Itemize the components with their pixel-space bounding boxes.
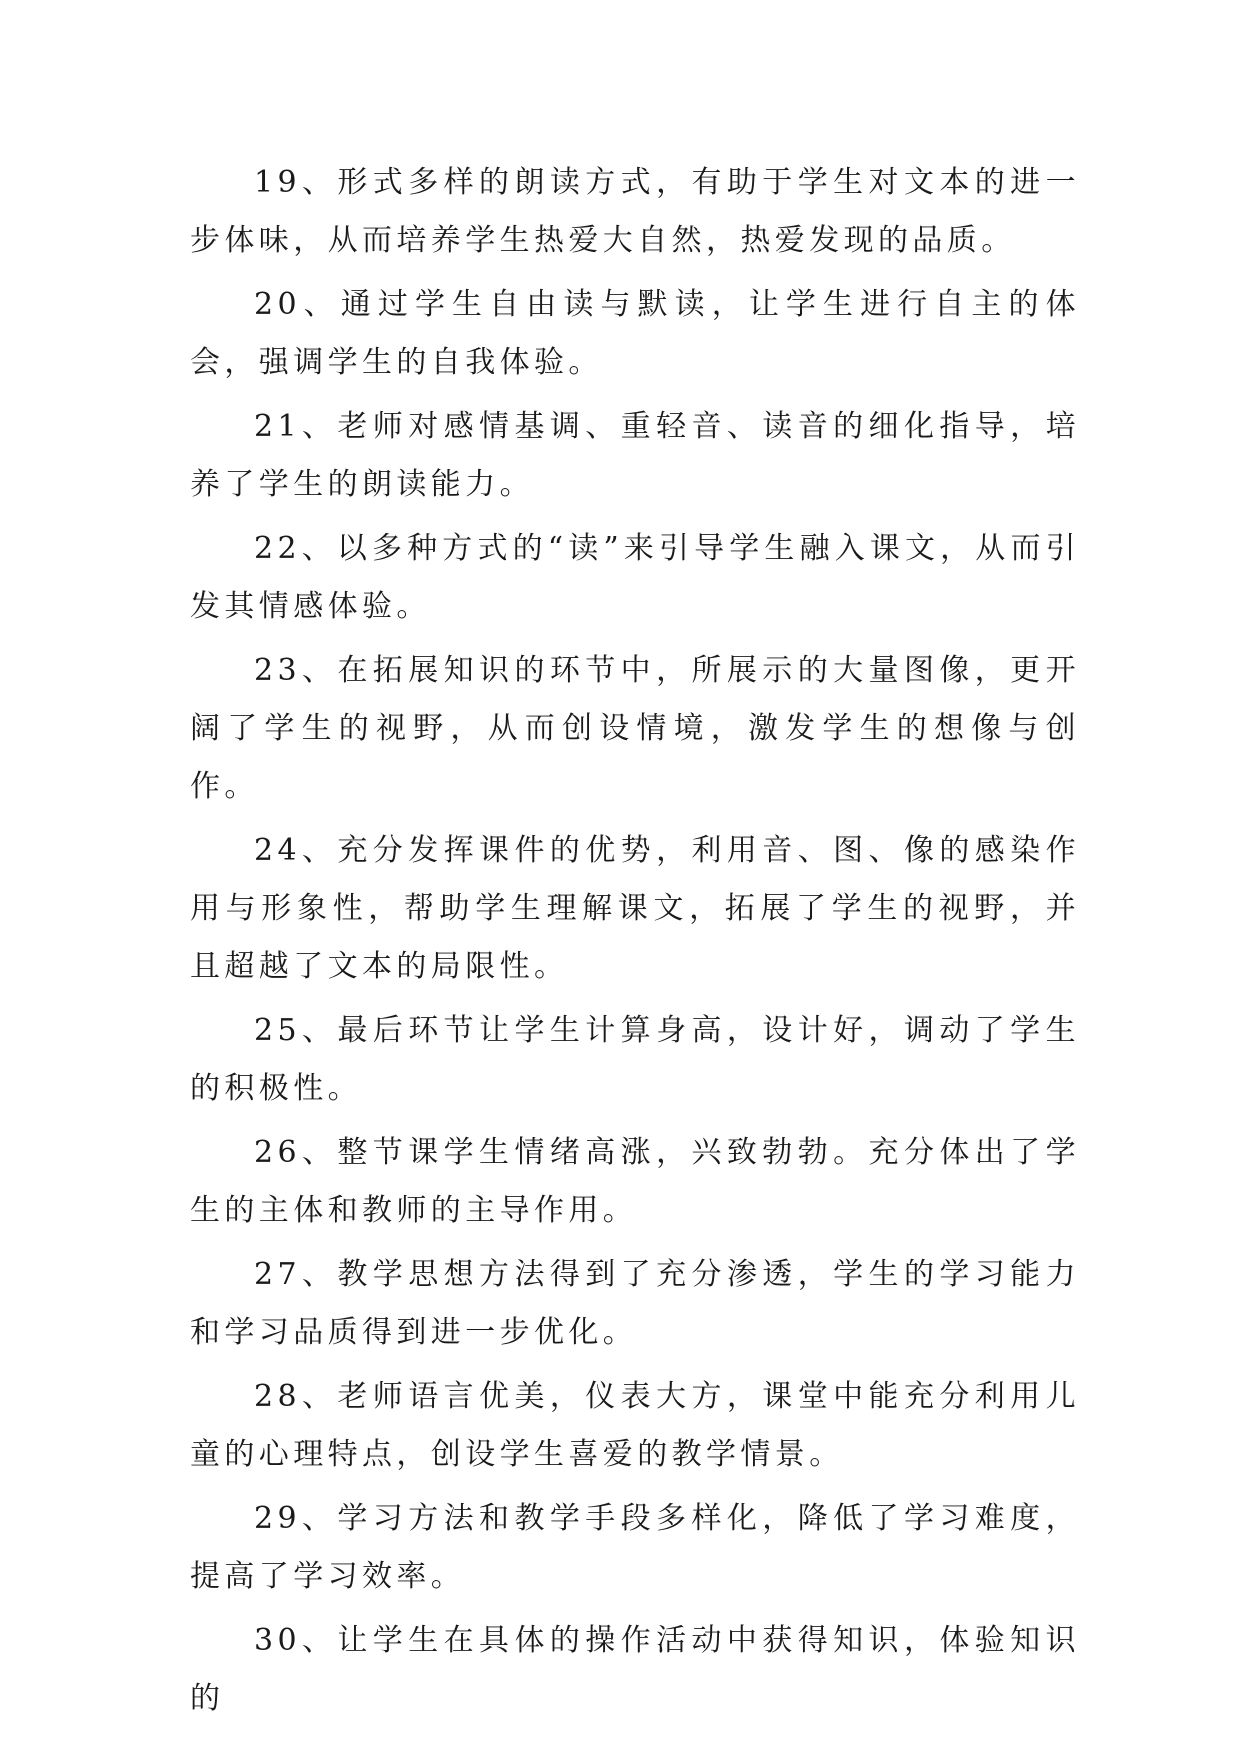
paragraph-30: 30、让学生在具体的操作活动中获得知识，体验知识的 (190, 1623, 1080, 1716)
paragraph-26: 26、整节课学生情绪高涨，兴致勃勃。充分体出了学生的主体和教师的主导作用。 (190, 1135, 1080, 1228)
document-page (190, 154, 1080, 1734)
paragraph-25: 25、最后环节让学生计算身高，设计好，调动了学生的积极性。 (190, 1013, 1080, 1106)
paragraph-23: 23、在拓展知识的环节中，所展示的大量图像，更开阔了学生的视野，从而创设情境，激发学生的想像与创作。 (190, 653, 1080, 804)
paragraph-24: 24、充分发挥课件的优势，利用音、图、像的感染作用与形象性，帮助学生理解课文，拓展了学生的视野，并且超越了文本的局限性。 (190, 833, 1080, 984)
paragraph-28: 28、老师语言优美，仪表大方，课堂中能充分利用儿童的心理特点，创设学生喜爱的教学情景。 (190, 1379, 1080, 1472)
paragraph-29: 29、学习方法和教学手段多样化，降低了学习难度，提高了学习效率。 (190, 1501, 1080, 1594)
paragraph-21: 21、老师对感情基调、重轻音、读音的细化指导，培养了学生的朗读能力。 (190, 409, 1080, 502)
paragraph-27: 27、教学思想方法得到了充分渗透，学生的学习能力和学习品质得到进一步优化。 (190, 1257, 1080, 1350)
paragraph-20: 20、通过学生自由读与默读，让学生进行自主的体会，强调学生的自我体验。 (190, 287, 1080, 380)
paragraph-22: 22、以多种方式的“读”来引导学生融入课文，从而引发其情感体验。 (190, 531, 1080, 624)
paragraph-19: 19、形式多样的朗读方式，有助于学生对文本的进一步体味，从而培养学生热爱大自然，热爱发现的品质。 (190, 165, 1080, 258)
